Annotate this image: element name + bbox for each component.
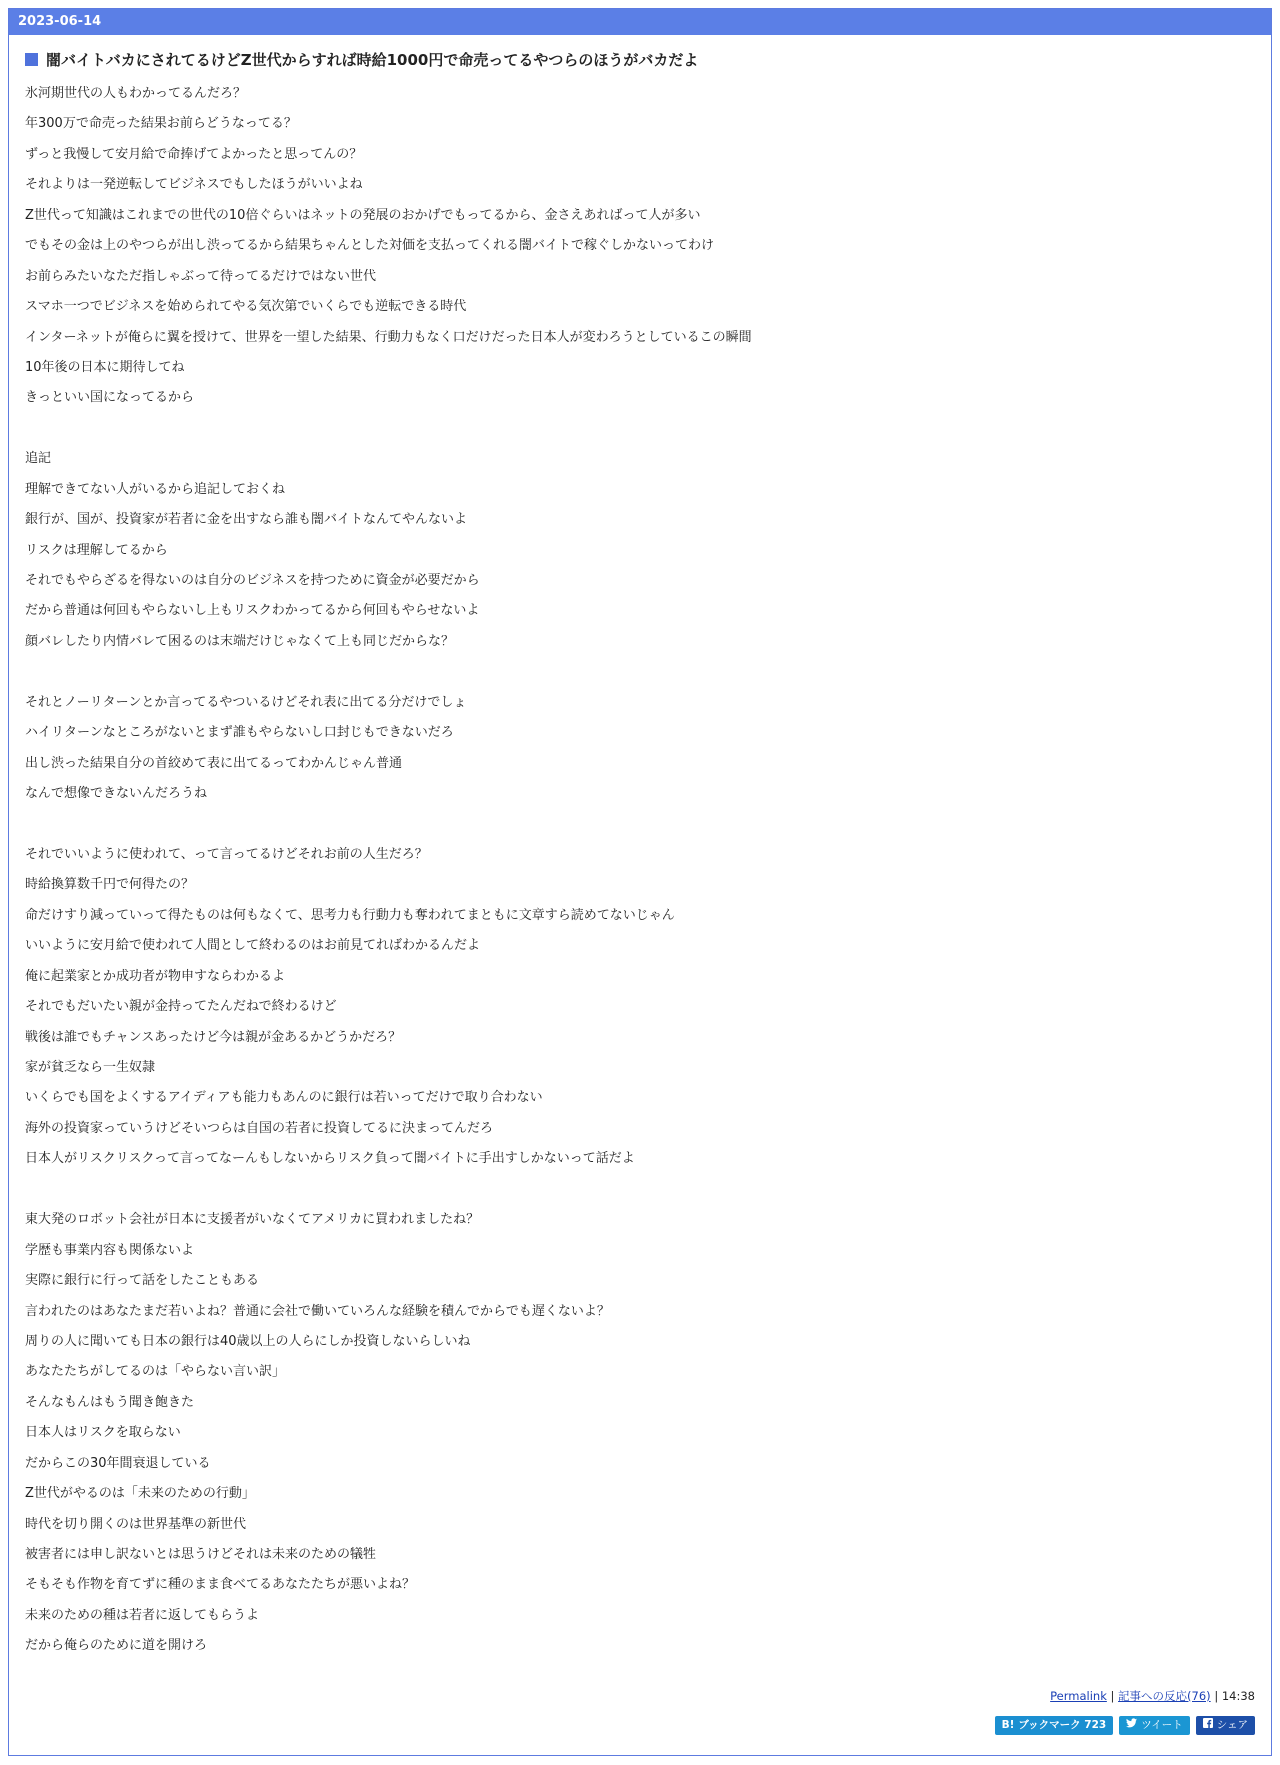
body-line: でもその金は上のやつらが出し渋ってるから結果ちゃんとした対価を支払ってくれる闇バイトで稼ぐしかないってわけ xyxy=(25,238,715,254)
entry-footer xyxy=(1050,1688,1255,1704)
body-line: あなたたちがしてるのは「やらない言い訳」 xyxy=(25,1364,286,1380)
body-line: ハイリターンなところがないとまず誰もやらないし口封じもできないだろ xyxy=(25,725,454,741)
body-line: 周りの人に聞いても日本の銀行は40歳以上の人らにしか投資しないらしいね xyxy=(25,1333,471,1349)
hatena-bookmark-button[interactable] xyxy=(995,1716,1114,1735)
body-line: それでもだいたい親が金持ってたんだねで終わるけど xyxy=(25,999,337,1015)
facebook-share-button[interactable] xyxy=(1196,1716,1255,1735)
paragraph-gap xyxy=(25,1175,1271,1205)
body-line: それよりは一発逆転してビジネスでもしたほうがいいよね xyxy=(25,177,363,193)
paragraph-gap xyxy=(25,414,1271,444)
body-line: なんで想像できないんだろうね xyxy=(25,786,208,802)
body-line: だからこの30年間衰退している xyxy=(25,1455,211,1471)
body-line: 海外の投資家っていうけどそいつらは自国の若者に投資してるに決まってんだろ xyxy=(25,1120,494,1136)
body-line: Z世代がやるのは「未来のための行動」 xyxy=(25,1486,255,1502)
body-line: 日本人がリスクリスクって言ってなーんもしないからリスク負って闇バイトに手出すしかないって話だよ xyxy=(25,1151,635,1167)
body-line: 学歴も事業内容も関係ないよ xyxy=(25,1242,195,1258)
body-line: いいように安月給で使われて人間として終わるのはお前見てればわかるんだよ xyxy=(25,938,481,954)
body-line: 顔バレしたり内情バレて困るのは末端だけじゃなくて上も同じだからな？ xyxy=(25,633,455,649)
body-line: それでいいように使われて、って言ってるけどそれお前の人生だろ？ xyxy=(25,846,428,862)
reactions-link[interactable]: 記事への反応(76) xyxy=(1118,1689,1211,1703)
hatena-bookmark-icon: B! xyxy=(1001,1719,1015,1731)
body-line: 東大発のロボット会社が日本に支援者がいなくてアメリカに買われましたね？ xyxy=(25,1212,480,1228)
entry-time: 14:38 xyxy=(1221,1689,1255,1703)
body-line: 実際に銀行に行って話をしたこともある xyxy=(25,1273,260,1289)
body-line: 年300万で命売った結果お前らどうなってる？ xyxy=(25,116,297,132)
tweet-label: ツイート xyxy=(1141,1719,1183,1731)
paragraph-gap xyxy=(25,810,1271,840)
hatena-bookmark-label: ブックマーク 723 xyxy=(1018,1719,1107,1731)
entry-body xyxy=(25,79,1271,1662)
footer-separator: | xyxy=(1110,1689,1115,1703)
body-line: 理解できてない人がいるから追記しておくね xyxy=(25,481,286,497)
body-line: インターネットが俺らに翼を授けて、世界を一望した結果、行動力もなく口だけだった日本人が変わろうとしているこの瞬間 xyxy=(25,329,752,345)
paragraph-gap xyxy=(25,657,1271,687)
tweet-button[interactable] xyxy=(1119,1716,1189,1735)
permalink-link[interactable]: Permalink xyxy=(1050,1689,1107,1703)
share-bar xyxy=(995,1716,1255,1735)
body-line: 10年後の日本に期待してね xyxy=(25,359,185,375)
share-label: シェア xyxy=(1216,1719,1248,1731)
square-bullet-icon xyxy=(25,53,38,66)
body-line: 被害者には申し訳ないとは思うけどそれは未来のための犠牲 xyxy=(25,1547,377,1562)
body-line: 時代を切り開くのは世界基準の新世代 xyxy=(25,1516,247,1532)
body-line: それとノーリターンとか言ってるやついるけどそれ表に出てる分だけでしょ xyxy=(25,694,467,710)
body-line: 戦後は誰でもチャンスあったけど今は親が金あるかどうかだろ？ xyxy=(25,1029,402,1045)
body-line: ずっと我慢して安月給で命捧げてよかったと思ってんの？ xyxy=(25,146,363,162)
body-line: 氷河期世代の人もわかってるんだろ？ xyxy=(25,86,247,101)
body-line: スマホ一つでビジネスを始められてやる気次第でいくらでも逆転できる時代 xyxy=(25,299,467,315)
body-line: 時給換算数千円で何得たの？ xyxy=(25,877,195,893)
body-line: 命だけすり減っていって得たものは何もなくて、思考力も行動力も奪われてまともに文章すら読めてないじゃん xyxy=(25,907,675,923)
body-line: 追記 xyxy=(25,451,52,467)
body-line: それでもやらざるを得ないのは自分のビジネスを持つために資金が必要だから xyxy=(25,573,480,588)
body-line: 言われたのはあなたまだ若いよね？普通に会社で働いていろんな経験を積んでからでも遅くないよ？ xyxy=(25,1303,610,1319)
twitter-bird-icon xyxy=(1126,1716,1137,1735)
body-line: リスクは理解してるから xyxy=(25,542,168,558)
body-line: 未来のための種は若者に返してもらうよ xyxy=(25,1607,260,1623)
body-line: いくらでも国をよくするアイディアも能力もあんのに銀行は若いってだけで取り合わない xyxy=(25,1090,543,1106)
entry-container xyxy=(8,8,1272,1756)
entry-title-text[interactable]: 闇バイトバカにされてるけどZ世代からすれば時給1000円で命売ってるやつらのほうがバカだよ xyxy=(46,51,699,69)
footer-separator: | xyxy=(1214,1689,1219,1703)
body-line: 日本人はリスクを取らない xyxy=(25,1425,181,1441)
body-line: 出し渋った結果自分の首絞めて表に出てるってわかんじゃん普通 xyxy=(25,755,403,771)
facebook-icon xyxy=(1203,1716,1213,1735)
body-line: きっといい国になってるから xyxy=(25,390,195,406)
body-line: そもそも作物を育てずに種のまま食べてるあなたたちが悪いよね？ xyxy=(25,1577,416,1593)
entry-title[interactable] xyxy=(25,49,1271,70)
body-line: そんなもんはもう聞き飽きた xyxy=(25,1394,195,1410)
body-line: 銀行が、国が、投資家が若者に金を出すなら誰も闇バイトなんてやんないよ xyxy=(25,512,468,528)
body-line: だから普通は何回もやらないし上もリスクわかってるから何回もやらせないよ xyxy=(25,603,480,619)
body-line: 家が貧乏なら一生奴隷 xyxy=(25,1060,156,1075)
body-line: お前らみたいなただ指しゃぶって待ってるだけではない世代 xyxy=(25,268,377,284)
body-line: だから俺らのために道を開けろ xyxy=(25,1638,208,1654)
entry-date: 2023-06-14 xyxy=(9,9,1271,35)
body-line: Z世代って知識はこれまでの世代の10倍ぐらいはネットの発展のおかげでもってるから、金さえあればって人が多い xyxy=(25,207,701,223)
body-line: 俺に起業家とか成功者が物申すならわかるよ xyxy=(25,968,286,984)
